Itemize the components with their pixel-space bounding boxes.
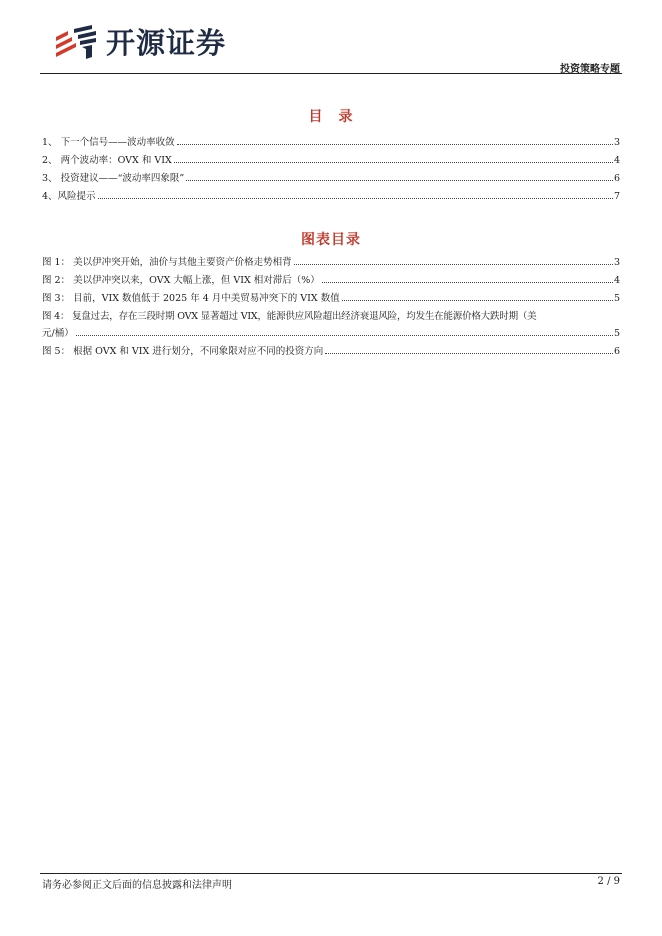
figure-item-label: 图 3： 目前，VIX 数值低于 2025 年 4 月中美贸易冲突下的 VIX 数值 (42, 293, 340, 304)
page-number: 2 / 9 (597, 876, 620, 887)
footer-disclaimer: 请务必参阅正文后面的信息披露和法律声明 (42, 880, 232, 891)
report-type: 投资策略专题 (560, 64, 620, 75)
figure-item-label: 图 5： 根据 OVX 和 VIX 进行划分，不同象限对应不同的投资方向 (42, 346, 324, 357)
toc-item-page: 4 (613, 155, 620, 166)
dot-leader (342, 300, 613, 301)
figure-item-page: 3 (613, 257, 620, 268)
toc-item-page: 7 (613, 191, 620, 202)
dot-leader (177, 144, 613, 145)
dot-leader (186, 180, 613, 181)
figure-item[interactable] (42, 292, 620, 306)
toc-item[interactable] (42, 154, 620, 168)
toc-list (42, 136, 620, 208)
figure-item-page: 5 (613, 328, 620, 339)
dot-leader (76, 335, 613, 336)
toc-item[interactable] (42, 172, 620, 186)
toc-item-label: 2、 两个波动率：OVX 和 VIX (42, 155, 172, 166)
figure-item-label: 图 1： 美以伊冲突开始，油价与其他主要资产价格走势相背 (42, 257, 292, 268)
figures-list (42, 256, 620, 363)
figure-item-label: 图 2： 美以伊冲突以来，OVX 大幅上涨，但 VIX 相对滞后（%） (42, 275, 320, 286)
toc-item-page: 3 (613, 137, 620, 148)
figures-title: 图表目录 (301, 232, 361, 248)
kaiyuan-logo-icon (52, 21, 100, 61)
toc-title: 目 录 (308, 109, 354, 125)
figure-item[interactable] (42, 310, 620, 341)
toc-item-label: 1、 下一个信号——波动率收敛 (42, 137, 175, 148)
figure-item-page: 6 (613, 346, 620, 357)
dot-leader (98, 198, 613, 199)
dot-leader (322, 282, 613, 283)
brand-logo (52, 20, 226, 62)
toc-item[interactable] (42, 190, 620, 204)
figure-item-page: 4 (613, 275, 620, 286)
figure-item[interactable] (42, 345, 620, 359)
figure-item-page: 5 (613, 293, 620, 304)
dot-leader (294, 264, 613, 265)
toc-item-page: 6 (613, 173, 620, 184)
dot-leader (174, 162, 613, 163)
dot-leader (325, 353, 613, 354)
header-divider (40, 73, 622, 74)
brand-name: 开源证券 (106, 25, 227, 60)
figure-item-label: 图 4： 复盘过去，存在三段时期 OVX 显著超过 VIX，能源供应风险超出经济衰退风险，均发生在能源价格大跌时期（美 (42, 311, 537, 322)
figure-item-label-continued: 元/桶） (42, 328, 74, 339)
figure-item[interactable] (42, 256, 620, 270)
toc-item-label: 4、风险提示 (42, 191, 96, 202)
footer-divider (40, 873, 622, 874)
figure-item[interactable] (42, 274, 620, 288)
toc-item-label: 3、 投资建议——“波动率四象限” (42, 173, 185, 184)
toc-item[interactable] (42, 136, 620, 150)
